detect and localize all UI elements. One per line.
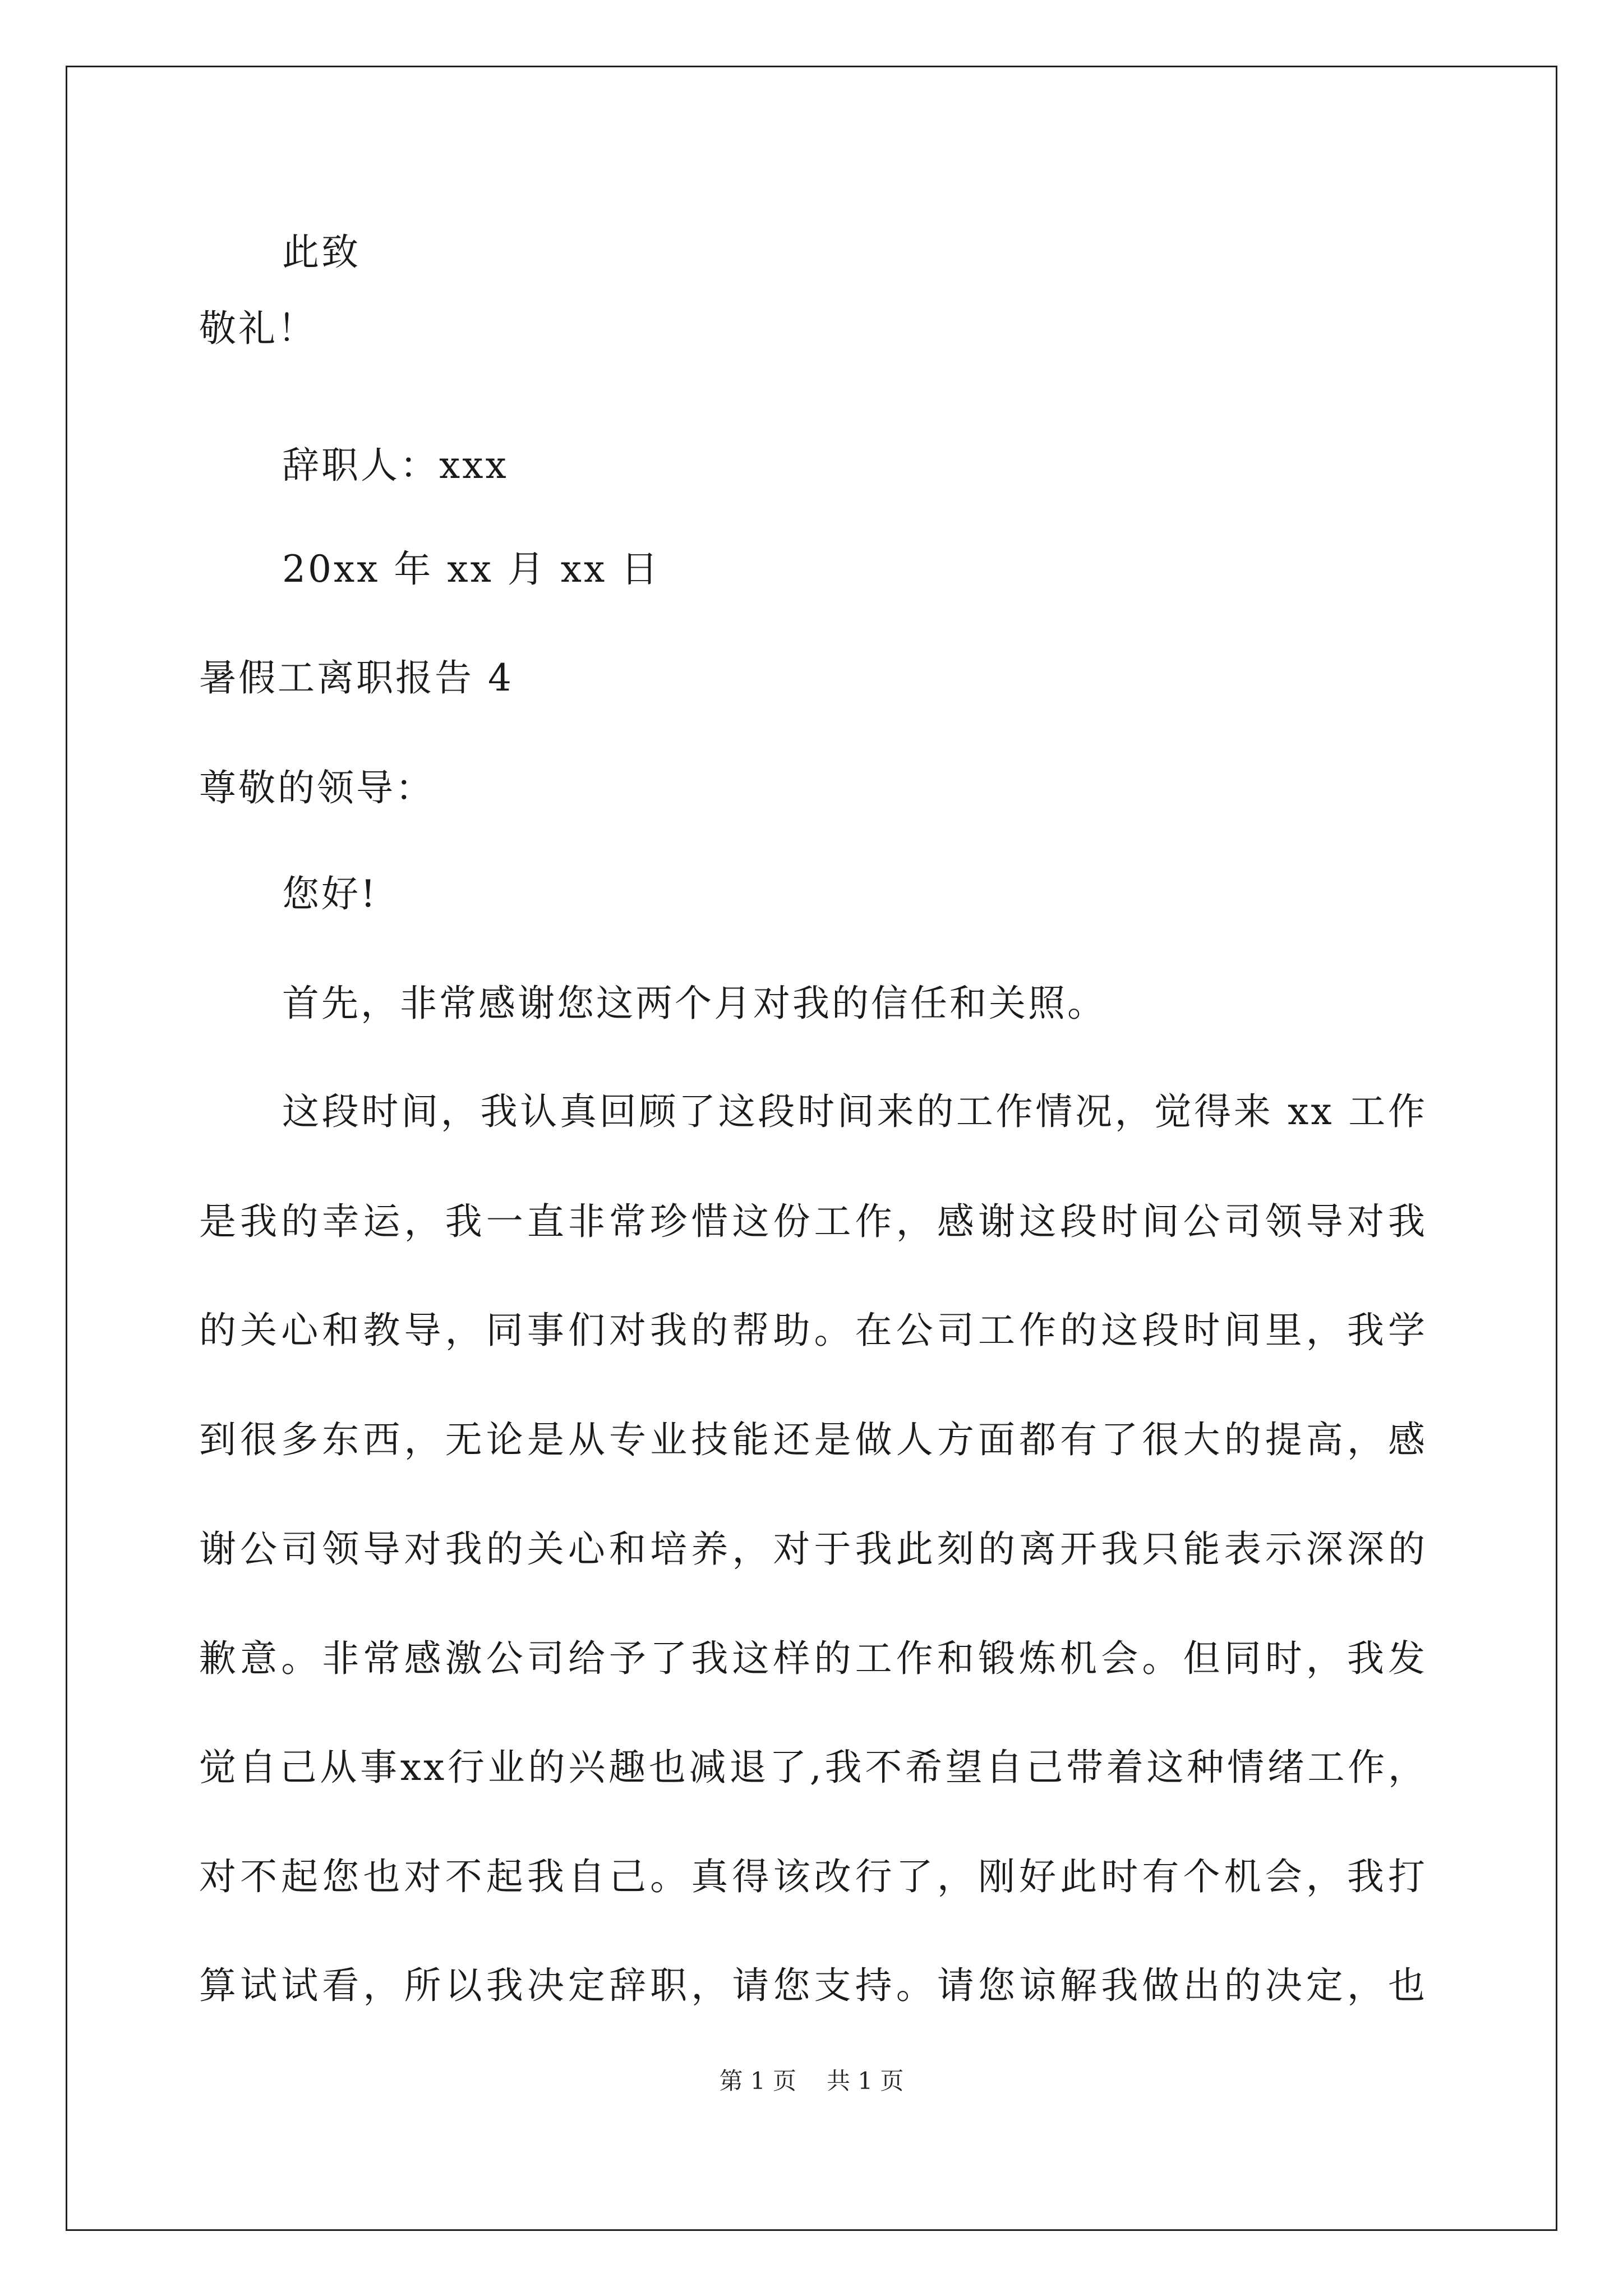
page-frame bbox=[66, 66, 1557, 2231]
date-line: 20xx 年 xx 月 xx 日 bbox=[282, 547, 661, 591]
paragraph-2-line: 歉意。非常感激公司给予了我这样的工作和锻炼机会。但同时，我发 bbox=[199, 1637, 1427, 1680]
paragraph-2-line: 对不起您也对不起我自己。真得该改行了，刚好此时有个机会，我打 bbox=[199, 1855, 1427, 1898]
greeting: 您好! bbox=[282, 872, 378, 915]
salutation: 尊敬的领导： bbox=[199, 766, 435, 809]
closing-salute: 敬礼！ bbox=[199, 307, 317, 350]
paragraph-2-line: 算试试看，所以我决定辞职，请您支持。请您谅解我做出的决定，也 bbox=[199, 1964, 1427, 2007]
closing-line: 此致 bbox=[282, 231, 361, 274]
paragraph-2-line: 到很多东西，无论是从专业技能还是做人方面都有了很大的提高，感 bbox=[199, 1418, 1427, 1461]
paragraph-2-line: 谢公司领导对我的关心和培养，对于我此刻的离开我只能表示深深的 bbox=[199, 1527, 1427, 1571]
signer-line: 辞职人：xxx bbox=[282, 444, 509, 487]
section-title: 暑假工离职报告 4 bbox=[199, 656, 514, 700]
paragraph-2-line: 的关心和教导，同事们对我的帮助。在公司工作的这段时间里，我学 bbox=[199, 1309, 1427, 1352]
paragraph-2-line: 这段时间，我认真回顾了这段时间来的工作情况，觉得来 xx 工作 bbox=[282, 1090, 1427, 1133]
paragraph-2-line: 是我的幸运，我一直非常珍惜这份工作，感谢这段时间公司领导对我 bbox=[199, 1200, 1427, 1243]
page-total: 共 1 页 bbox=[827, 2067, 904, 2095]
page-number: 第 1 页 bbox=[719, 2067, 796, 2095]
paragraph-1: 首先，非常感谢您这两个月对我的信任和关照。 bbox=[282, 982, 1106, 1025]
paragraph-2-line: 觉自己从事xx行业的兴趣也减退了,我不希望自己带着这种情绪工作， bbox=[199, 1746, 1427, 1789]
page-footer bbox=[0, 2065, 1623, 2097]
